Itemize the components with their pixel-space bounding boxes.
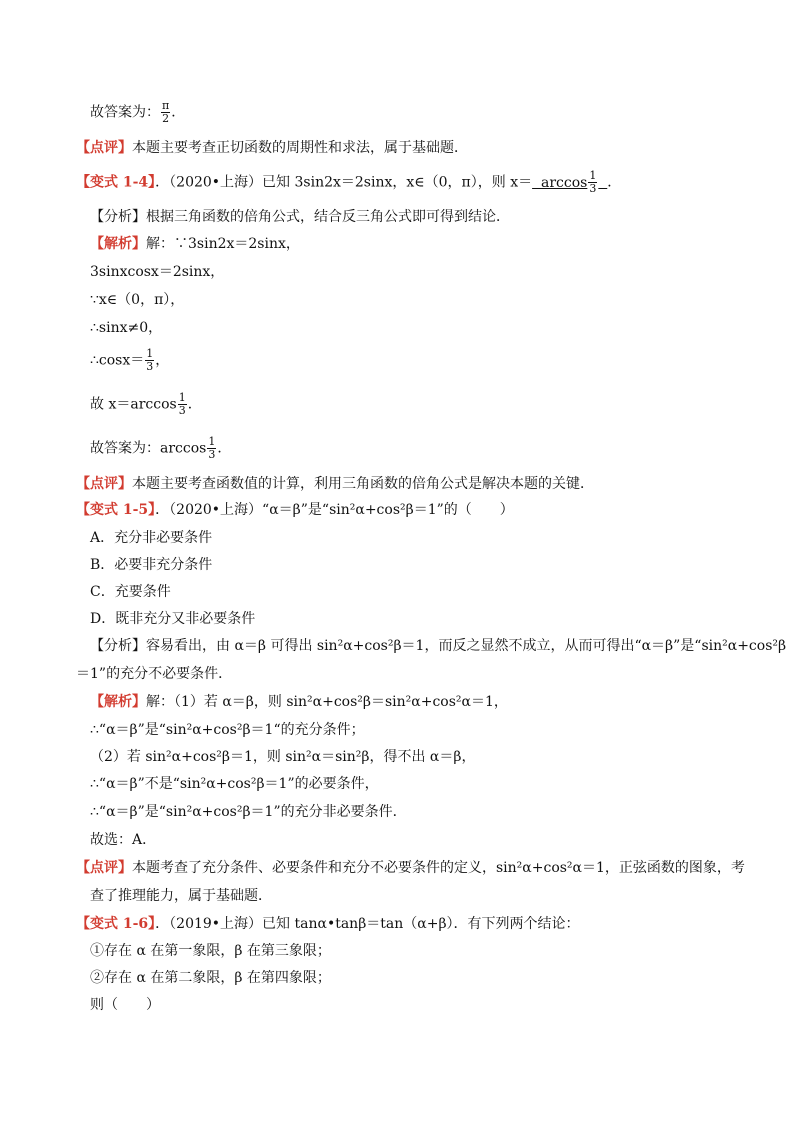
analysis-line: 【分析】根据三角函数的倍角公式，结合反三角公式即可得到结论． xyxy=(90,209,510,225)
step-line: ∴“α＝β”是“sin²α+cos²β＝1”的充分非必要条件． xyxy=(90,804,407,820)
comment-tag: 【点评】 xyxy=(76,860,132,876)
step-line: ∴cosx＝ $\frac{1}{3}$ ， xyxy=(90,347,170,373)
variant-tag: 【变式 1-4】 xyxy=(76,174,156,191)
option-b: B．必要非充分条件 xyxy=(90,557,213,573)
comment-tag: 【点评】 xyxy=(76,476,132,492)
statement-2: ②存在 α 在第二象限，β 在第四象限； xyxy=(90,970,331,986)
statement-1: ①存在 α 在第一象限，β 在第三象限； xyxy=(90,943,331,959)
question-prompt: 则（ ） xyxy=(90,997,160,1013)
step-line: 故 x＝arccos $\frac{1}{3}$ ． xyxy=(90,391,202,417)
answer-prefix: 故答案为： xyxy=(90,104,160,121)
answer-blank: arccos $\frac{1}{3}$ xyxy=(541,169,597,195)
solution-tag: 【解析】 xyxy=(90,236,146,252)
comment-line: 【点评】本题主要考查函数值的计算，利用三角函数的倍角公式是解决本题的关键． xyxy=(76,476,594,492)
step-line: ∴“α＝β”不是“sin²α+cos²β＝1”的必要条件， xyxy=(90,776,379,792)
answer-line: 故答案为：arccos $\frac{1}{3}$ ． xyxy=(90,435,232,461)
comment-line: 查了推理能力，属于基础题． xyxy=(90,888,272,904)
option-d: D．既非充分又非必要条件 xyxy=(90,611,256,627)
variant-1-5-question: 【变式 1-5】．（2020•上海）“α＝β”是“sin²α+cos²β＝1”的（ ） xyxy=(76,502,514,518)
step-line: ∴“α＝β”是“sin²α+cos²β＝1“的充分条件； xyxy=(90,722,365,738)
solution-line: 【解析】解：（1）若 α＝β，则 sin²α+cos²β＝sin²α+cos²α＝1， xyxy=(90,694,508,710)
fraction: $\frac{\pi}{2}$ xyxy=(162,99,170,125)
answer-line: 故选：A． xyxy=(90,832,157,848)
comment-line: 【点评】本题主要考查正切函数的周期性和求法，属于基础题． xyxy=(76,140,468,156)
solution-line: 【解析】解：∵3sin2x＝2sinx， xyxy=(90,236,300,252)
comment-tag: 【点评】 xyxy=(76,140,132,156)
variant-1-4-question: 【变式 1-4】．（2020•上海）已知 3sin2x＝2sinx，x∈（0，π），则 x＝ arccos $\frac{1}{3}$ ． xyxy=(76,169,622,195)
step-line: ∴sinx≠0， xyxy=(90,320,163,336)
variant-tag: 【变式 1-6】 xyxy=(76,916,156,932)
analysis-line: ＝1”的充分不必要条件． xyxy=(76,666,233,682)
answer-line: 故答案为： $\frac{\pi}{2}$ ． xyxy=(90,99,186,125)
variant-1-6-question: 【变式 1-6】．（2019•上海）已知 tanα•tanβ＝tan（α+β）．有下列两个结论： xyxy=(76,916,580,932)
step-line: ∵x∈（0，π）， xyxy=(90,292,185,308)
option-a: A．充分非必要条件 xyxy=(90,530,213,546)
step-line: （2）若 sin²α+cos²β＝1，则 sin²α＝sin²β，得不出 α＝β， xyxy=(90,749,476,765)
solution-tag: 【解析】 xyxy=(90,694,146,710)
analysis-line: 【分析】容易看出，由 α＝β 可得出 sin²α+cos²β＝1，而反之显然不成立，从而可得出“α＝β”是“sin²α+cos²β xyxy=(90,638,787,654)
variant-tag: 【变式 1-5】 xyxy=(76,502,156,518)
option-c: C．充要条件 xyxy=(90,584,171,600)
step-line: 3sinxcosx＝2sinx， xyxy=(90,264,225,280)
comment-line: 【点评】本题考查了充分条件、必要条件和充分不必要条件的定义，sin²α+cos²α＝1，正弦函数的图象，考 xyxy=(76,860,745,876)
